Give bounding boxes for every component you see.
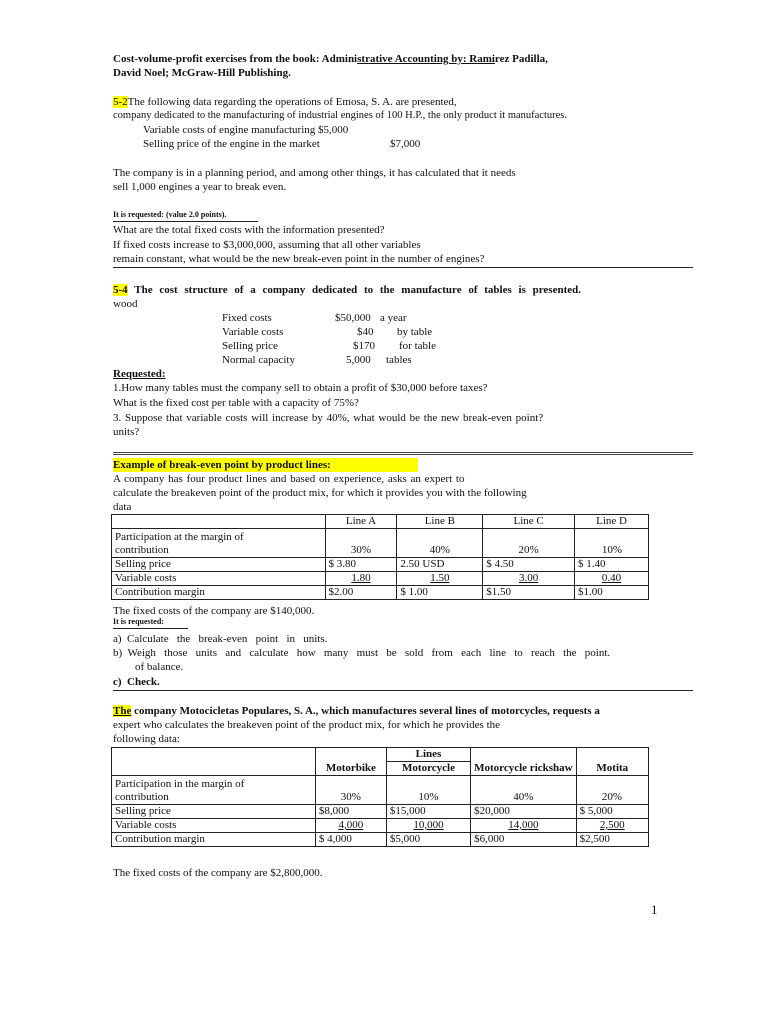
example-requested: It is requested: [113, 617, 164, 626]
moto-intro-line1: The company Motocicletas Populares, S. A., which manufactures several lines of motorcycles, requests a [113, 705, 600, 717]
row-label: Participation at the margin of [115, 531, 244, 543]
title-part-3: rez Padilla, [494, 53, 548, 65]
ex54-intro: 5-4 The cost structure of a company dedicated to the manufacture of tables is presented. [113, 284, 581, 296]
ex52-question-2b: remain constant, what would be the new break-even point in the number of engines? [113, 253, 485, 265]
ex52-intro-line2: company dedicated to the manufacturing of industrial engines of 100 H.P., the only product it manufactures. [113, 110, 568, 121]
table-cell: $15,000 [386, 805, 470, 819]
table-cell: $8,000 [315, 805, 386, 819]
ex54-question-1: 1.How many tables must the company sell to obtain a profit of $30,000 before taxes? [113, 382, 488, 394]
page-number: 1 [651, 902, 658, 917]
moto-the: The [113, 705, 132, 717]
table-cell: $1.50 [483, 586, 575, 600]
table-header: Motorcycle rickshaw [471, 762, 576, 776]
table-cell: $ 5,000 [576, 805, 648, 819]
divider [113, 221, 258, 222]
row-label: Contribution margin [112, 833, 316, 847]
table-cell: 10,000 [413, 819, 444, 831]
example-question-a: a) Calculate the break-even point in units. [113, 633, 328, 645]
table-row [112, 805, 649, 819]
divider [113, 628, 188, 629]
example-intro-line2: calculate the breakeven point of the product mix, for which it provides you with the following [113, 487, 527, 499]
table-row [112, 529, 649, 558]
moto-fixed-costs: The fixed costs of the company are $2,800,000. [113, 867, 323, 879]
ex54-question-2: What is the fixed cost per table with a capacity of 75%? [113, 397, 359, 409]
ex54-question-3: 3. Suppose that variable costs will increase by 40%, what would be the new break-even point? [113, 412, 544, 424]
ex54-row-label: Fixed costs [222, 312, 272, 324]
table-header: Motita [576, 762, 648, 776]
ex54-row-value: $50,000 [335, 312, 371, 324]
document-title [113, 52, 548, 66]
ex54-row-unit: by table [397, 326, 433, 338]
ex52-price-value: $7,000 [390, 138, 421, 150]
example-question-b2: of balance. [135, 661, 184, 673]
table-header: Line D [575, 515, 649, 529]
row-label: Selling price [112, 805, 316, 819]
table-cell: $2.00 [325, 586, 397, 600]
product-lines-table [111, 514, 649, 600]
table-cell: $ 1.40 [575, 558, 649, 572]
table-header: Motorbike [315, 762, 386, 776]
table-row [112, 586, 649, 600]
row-label-cont: contribution [115, 544, 169, 556]
table-row [112, 572, 649, 586]
table-cell: 30% [315, 776, 386, 805]
table-header-row [112, 762, 649, 776]
document-subtitle: David Noel; McGraw-Hill Publishing. [113, 67, 291, 79]
table-header-row [112, 515, 649, 529]
ex54-row-unit: a year [380, 312, 407, 324]
table-row [112, 833, 649, 847]
table-row [112, 776, 649, 805]
table-cell: 0.40 [601, 572, 622, 584]
title-part-1: Cost-volume-profit exercises from the book: Admini [113, 53, 358, 65]
table-header: Line B [397, 515, 483, 529]
example-intro-line1: A company has four product lines and based on experience, asks an expert to [113, 473, 465, 485]
ex54-row-value: $40 [357, 326, 374, 338]
table-cell: $2,500 [576, 833, 648, 847]
ex54-row-unit: for table [399, 340, 436, 352]
table-cell: 3.00 [519, 572, 539, 584]
ex52-price-label: Selling price of the engine in the market [143, 138, 320, 150]
table-cell: 1.80 [351, 572, 371, 584]
table-header: Motorcycle [386, 762, 470, 776]
divider [113, 267, 693, 268]
table-cell: $ 4,000 [315, 833, 386, 847]
ex52-tag: 5-2 [113, 96, 128, 108]
table-cell: 20% [576, 776, 648, 805]
table-header: Line C [483, 515, 575, 529]
table-cell: 2.50 USD [397, 558, 483, 572]
row-label-cont: contribution [115, 791, 169, 803]
table-header-row [112, 748, 649, 762]
ex52-intro-line1: 5-2The following data regarding the operations of Emosa, S. A. are presented, [113, 96, 457, 108]
row-label: Variable costs [112, 572, 326, 586]
example-fixed-costs: The fixed costs of the company are $140,000. [113, 605, 315, 617]
ex54-requested: Requested: [113, 368, 166, 380]
title-part-2: strative Accounting by: Rami [357, 53, 495, 65]
example-intro-line3: data [113, 501, 132, 513]
table-cell: 1.50 [430, 572, 450, 584]
ex54-row-label: Normal capacity [222, 354, 295, 366]
table-cell: $ 3.80 [325, 558, 397, 572]
ex52-planning-line1: The company is in a planning period, and among other things, it has calculated that it needs [113, 167, 516, 179]
ex52-question-2a: If fixed costs increase to $3,000,000, assuming that all other variables [113, 239, 421, 251]
table-cell: $6,000 [471, 833, 576, 847]
ex52-requested: It is requested: (value 2.0 points). [113, 210, 227, 219]
ex54-row-value: $170 [353, 340, 375, 352]
table-cell: 10% [386, 776, 470, 805]
table-cell: 10% [575, 529, 649, 558]
table-cell: $ 4.50 [483, 558, 575, 572]
ex54-row-value: 5,000 [346, 354, 371, 366]
table-cell: 40% [397, 529, 483, 558]
ex52-question-1: What are the total fixed costs with the information presented? [113, 224, 385, 236]
moto-intro-line2: expert who calculates the breakeven point of the product mix, for which he provides the [113, 719, 501, 731]
ex52-variable-costs: Variable costs of engine manufacturing $5,000 [143, 124, 349, 136]
table-cell: 30% [325, 529, 397, 558]
table-cell: 20% [483, 529, 575, 558]
table-row [112, 558, 649, 572]
table-cell: $5,000 [386, 833, 470, 847]
ex54-intro-line2: wood [113, 298, 138, 310]
table-cell: 14,000 [508, 819, 539, 831]
row-label: Variable costs [112, 819, 316, 833]
example-question-c: c) Check. [113, 676, 160, 688]
table-cell: $1.00 [575, 586, 649, 600]
row-label: Participation in the margin of [115, 778, 245, 790]
example-title: Example of break-even point by product lines: [113, 458, 418, 472]
table-cell: 4,000 [338, 819, 364, 831]
table-row [112, 819, 649, 833]
table-cell: $ 1.00 [397, 586, 483, 600]
ex54-row-label: Variable costs [222, 326, 284, 338]
table-cell: $20,000 [471, 805, 576, 819]
ex52-planning-line2: sell 1,000 engines a year to break even. [113, 181, 287, 193]
ex54-tag: 5-4 [113, 284, 128, 296]
table-header: Line A [325, 515, 397, 529]
row-label: Contribution margin [112, 586, 326, 600]
divider [113, 452, 693, 455]
row-label: Selling price [112, 558, 326, 572]
table-cell: 40% [471, 776, 576, 805]
lines-header: Lines [386, 748, 470, 762]
moto-intro-line3: following data: [113, 733, 180, 745]
divider [113, 690, 693, 691]
example-question-b: b) Weigh those units and calculate how many must be sold from each line to reach the point. [113, 647, 611, 659]
table-cell: 2,500 [599, 819, 625, 831]
ex54-row-label: Selling price [222, 340, 278, 352]
motorcycle-lines-table [111, 747, 649, 847]
ex54-row-unit: tables [386, 354, 412, 366]
ex54-question-3b: units? [113, 426, 140, 438]
